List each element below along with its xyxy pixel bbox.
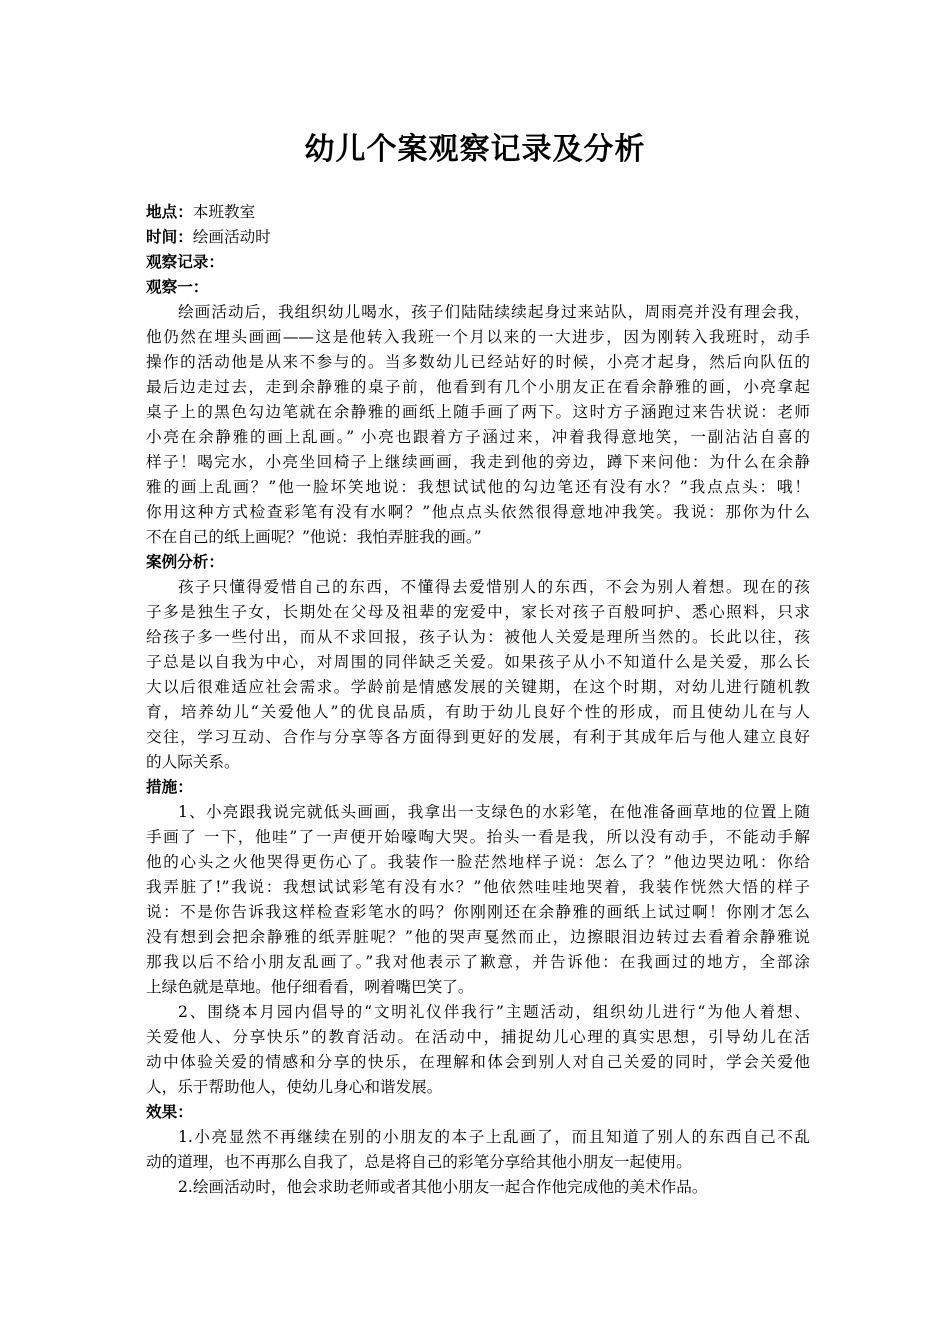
analysis-heading: 案例分析： <box>146 553 224 571</box>
measures-line: 人，乐于帮助他人，使幼儿身心和谐发展。 <box>146 1078 443 1096</box>
document-title: 幼儿个案观察记录及分析 <box>304 132 646 167</box>
location-value: 本班教室 <box>192 203 256 221</box>
measures-heading: 措施： <box>146 778 193 796</box>
measures-line: 说：不是你告诉我这样检查彩笔水的吗？你刚刚还在余静雅的画纸上试过啊！你刚才怎么 <box>146 903 810 921</box>
location-line <box>146 200 810 225</box>
measures-line: 那我以后不给小朋友乱画了。”我对他表示了歉意，并告诉他：在我画过的地方，全部涂 <box>146 953 810 971</box>
document-body <box>146 200 810 1200</box>
effects-heading: 效果： <box>146 1103 193 1121</box>
observation-line: 雅的画上乱画？”他一脸坏笑地说：我想试试他的勾边笔还有没有水？”我点点头：哦！ <box>146 478 810 496</box>
measures-line: 上绿色就是草地。他仔细看看，咧着嘴巴笑了。 <box>146 978 474 996</box>
observation-one-heading: 观察一： <box>146 278 209 296</box>
effects-line: 2.绘画活动时，他会求助老师或者其他小朋友一起合作他完成他的美术作品。 <box>178 1178 708 1196</box>
time-value: 绘画活动时 <box>192 228 271 246</box>
analysis-line: 交往，学习互动、合作与分享等各方面得到更好的发展，有利于其成年后与他人建立良好 <box>146 728 810 746</box>
observation-line: 小亮在余静雅的画上乱画。” 小亮也跟着方子涵过来，冲着我得意地笑，一副沾沾自喜的 <box>146 428 810 446</box>
effects-line: 1.小亮显然不再继续在别的小朋友的本子上乱画了，而且知道了别人的东西自己不乱 <box>178 1128 810 1146</box>
observation-line: 操作的活动他是从来不参与的。当多数幼儿已经站好的时候，小亮才起身，然后向队伍的 <box>146 353 810 371</box>
observation-line: 不在自己的纸上画呢？”他说：我怕弄脏我的画。” <box>146 528 482 546</box>
effects-line: 动的道理，也不再那么自我了，总是将自己的彩笔分享给其他小朋友一起使用。 <box>146 1153 692 1171</box>
measures-line: 关爱他人、分享快乐”的教育活动。在活动中，捕捉幼儿心理的真实思想，引导幼儿在活 <box>146 1028 810 1046</box>
observation-line: 你用这种方式检查彩笔有没有水啊？”他点点头依然很得意地冲我笑。我说：那你为什么 <box>146 503 810 521</box>
analysis-line: 子总是以自我为中心，对周围的同伴缺乏关爱。如果孩子从小不知道什么是关爱，那么长 <box>146 653 810 671</box>
observation-line: 样子！喝完水，小亮坐回椅子上继续画画，我走到他的旁边，蹲下来问他：为什么在余静 <box>146 453 810 471</box>
time-line <box>146 225 810 250</box>
analysis-line: 孩子只懂得爱惜自己的东西，不懂得去爱惜别人的东西，不会为别人着想。现在的孩 <box>178 578 810 596</box>
observation-line: 桌子上的黑色勾边笔就在余静雅的画纸上随手画了两下。这时方子涵跑过来告状说：老师 <box>146 403 810 421</box>
analysis-line: 育，培养幼儿“关爱他人”的优良品质，有助于幼儿良好个性的形成，而且使幼儿在与人 <box>146 703 810 721</box>
observation-line: 最后边走过去，走到余静雅的桌子前，他看到有几个小朋友正在看余静雅的画，小亮拿起 <box>146 378 810 396</box>
analysis-line: 的人际关系。 <box>146 753 240 771</box>
measures-line: 没有想到会把余静雅的纸弄脏呢？”他的哭声戛然而止，边擦眼泪边转过去看着余静雅说 <box>146 928 810 946</box>
observation-line: 他仍然在埋头画画——这是他转入我班一个月以来的一大进步，因为刚转入我班时，动手 <box>146 328 810 346</box>
record-heading: 观察记录： <box>146 253 224 271</box>
measures-line: 1、小亮跟我说完就低头画画，我拿出一支绿色的水彩笔，在他准备画草地的位置上随 <box>178 803 810 821</box>
measures-line: 手画了 一下，他哇”了一声便开始嚎啕大哭。抬头一看是我，所以没有动手，不能动手解 <box>146 828 810 846</box>
analysis-line: 给孩子多一些付出，而从不求回报，孩子认为：被他人关爱是理所当然的。长此以往，孩 <box>146 628 810 646</box>
measures-line: 他的心头之火他哭得更伤心了。我装作一脸茫然地样子说：怎么了？”他边哭边吼：你给 <box>146 853 810 871</box>
time-label: 时间： <box>146 228 193 246</box>
observation-line: 绘画活动后，我组织幼儿喝水，孩子们陆陆续续起身过来站队，周雨亮并没有理会我， <box>178 303 810 321</box>
analysis-line: 大以后很难适应社会需求。学龄前是情感发展的关键期，在这个时期，对幼儿进行随机教 <box>146 678 810 696</box>
measures-line: 我弄脏了!”我说：我想试试彩笔有没有水？”他依然哇哇地哭着，我装作恍然大悟的样子 <box>146 878 810 896</box>
location-label: 地点： <box>146 203 193 221</box>
analysis-line: 子多是独生子女，长期处在父母及祖辈的宠爱中，家长对孩子百般呵护、悉心照料，只求 <box>146 603 810 621</box>
measures-line: 动中体验关爱的情感和分享的快乐，在理解和体会到别人对自己关爱的同时，学会关爱他 <box>146 1053 810 1071</box>
measures-line: 2、围绕本月园内倡导的“文明礼仪伴我行”主题活动，组织幼儿进行“为他人着想、 <box>178 1003 810 1021</box>
